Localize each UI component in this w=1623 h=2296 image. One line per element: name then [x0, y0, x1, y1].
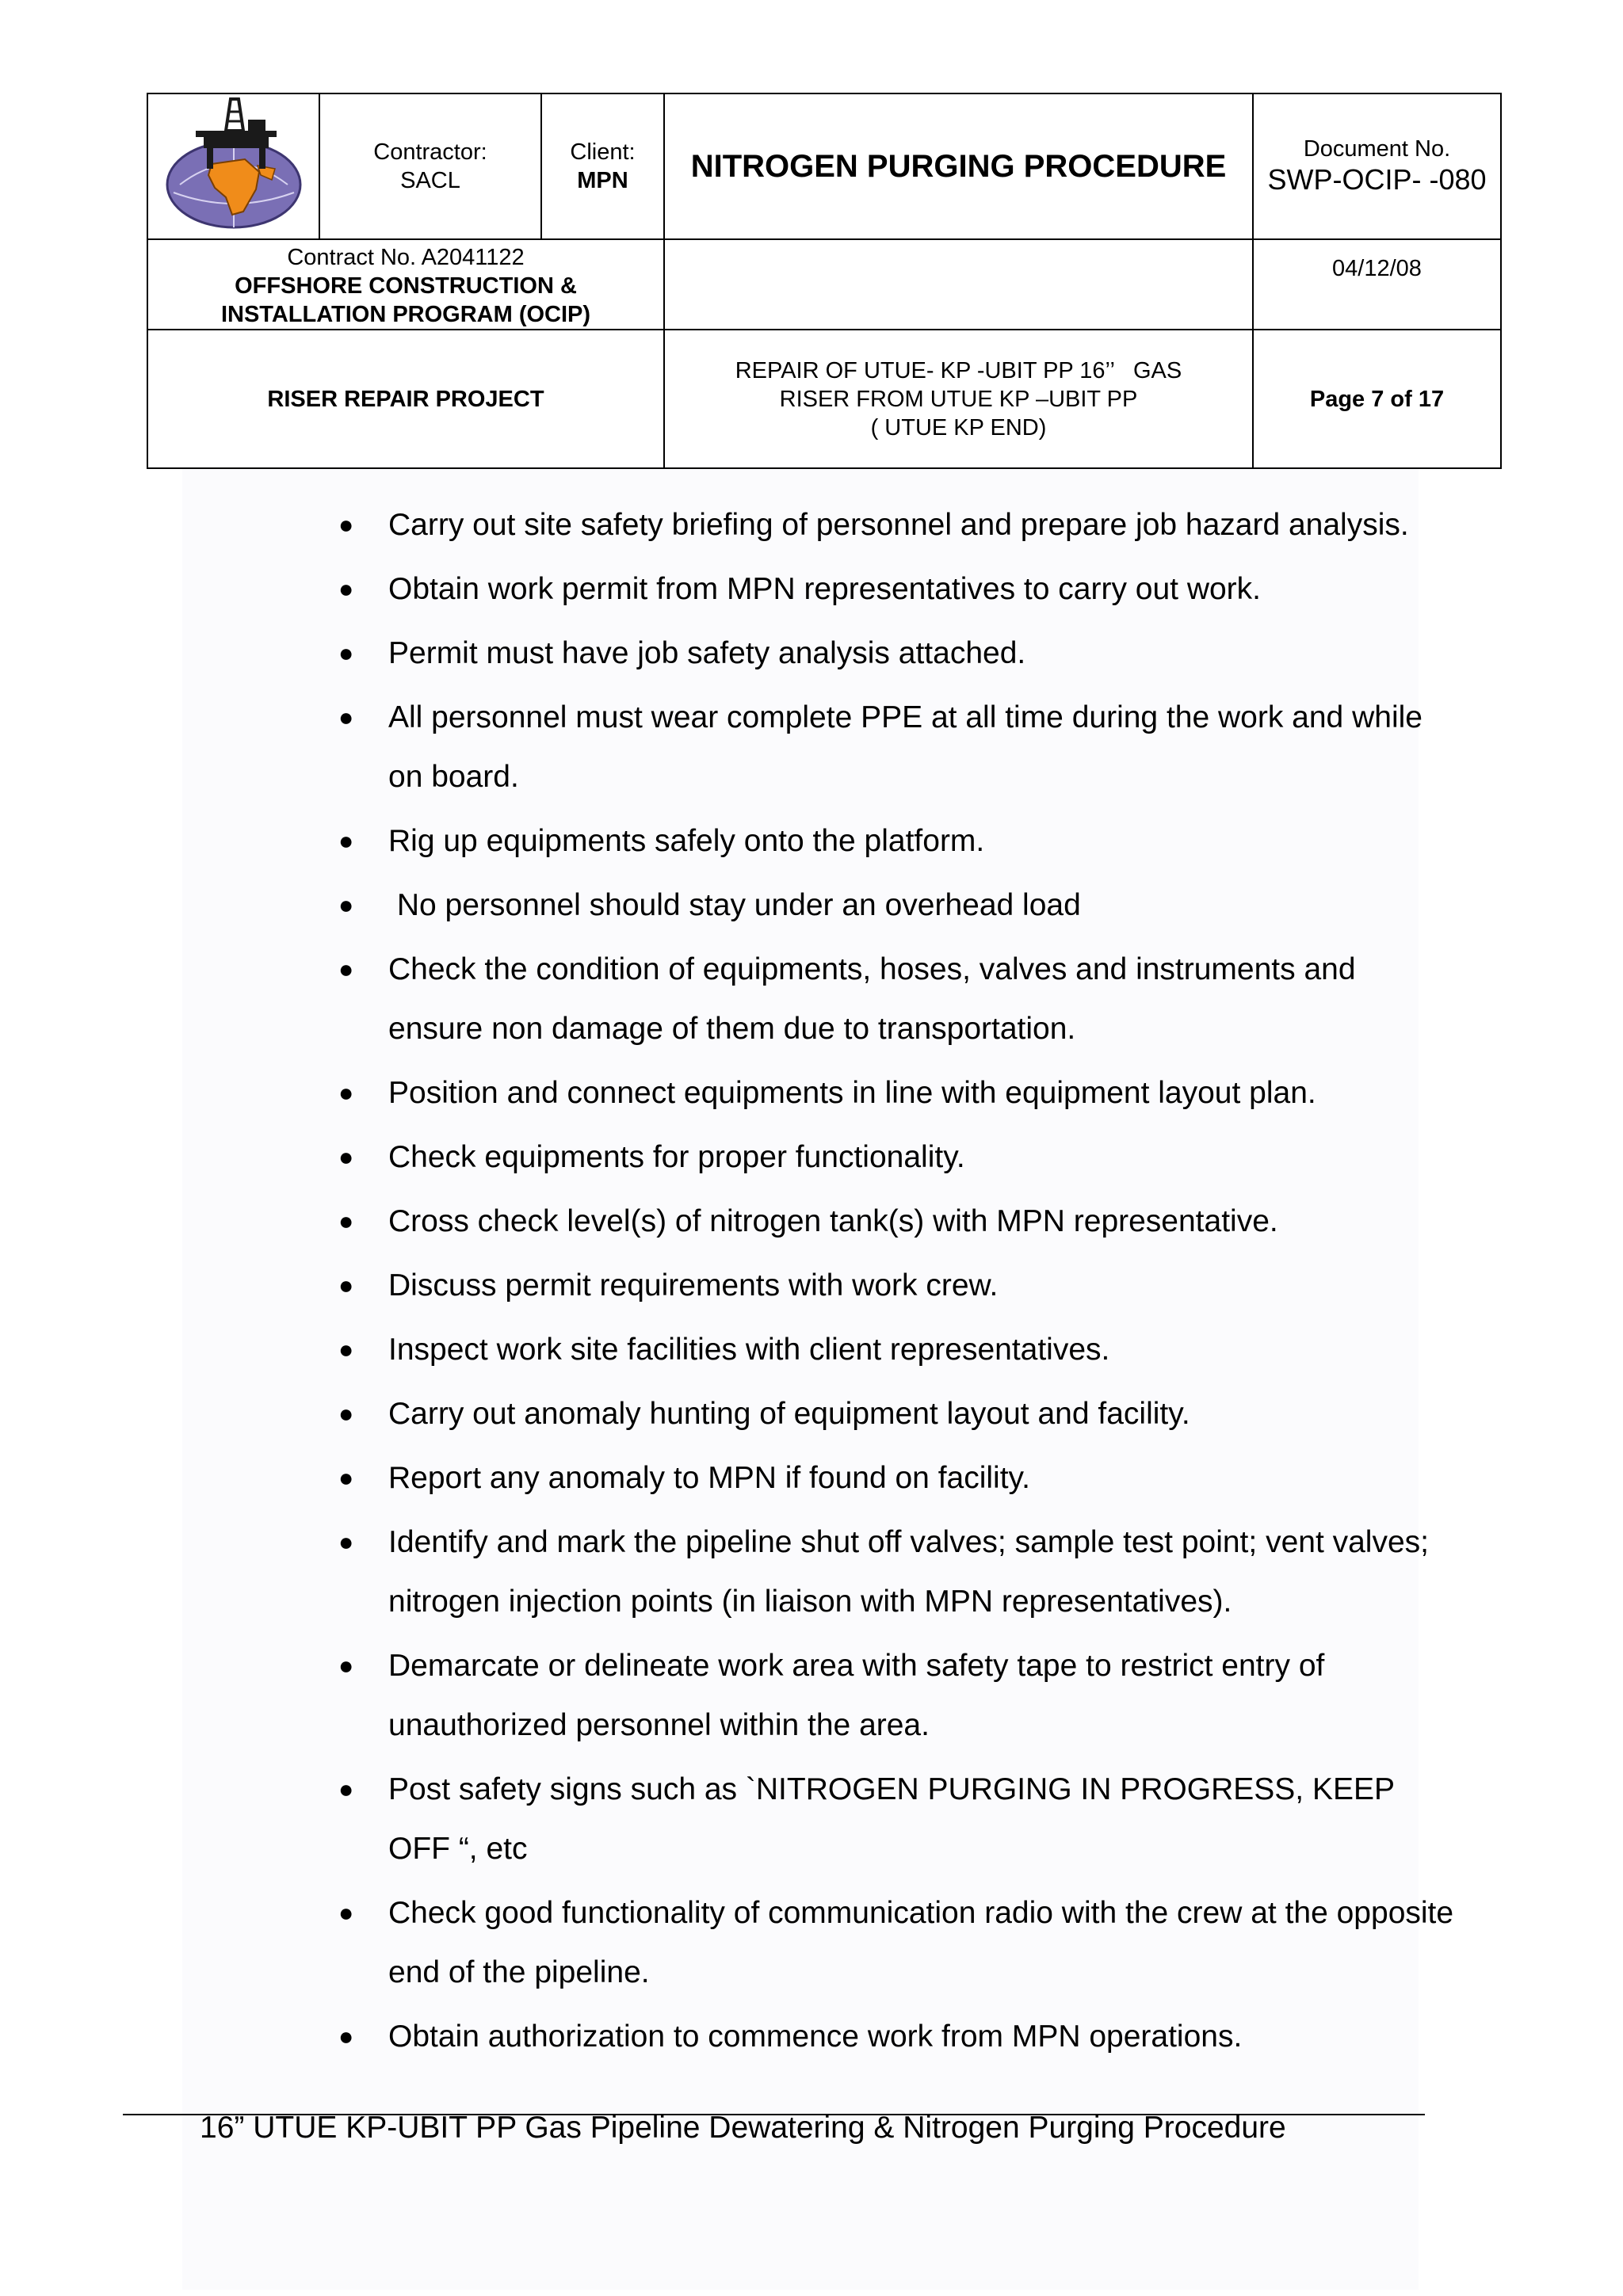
step-text: Inspect work site facilities with client representatives.	[388, 1333, 1110, 1367]
contractor-label: Contractor:	[373, 139, 487, 165]
step-text: Report any anomaly to MPN if found on facility.	[388, 1461, 1030, 1495]
contract-number: Contract No. A2041122	[287, 245, 525, 270]
step-text: Check the condition of equipments, hoses, valves and instruments and ensure non damage of them due to transportation.	[388, 952, 1356, 1046]
document-number-label: Document No.	[1303, 136, 1451, 162]
list-item	[333, 1192, 1458, 1251]
step-text: Check equipments for proper functionality.	[388, 1140, 965, 1174]
program-name-line1: OFFSHORE CONSTRUCTION &	[235, 273, 577, 299]
bullet-icon: ●	[338, 639, 354, 667]
bullet-icon: ●	[338, 1463, 354, 1492]
procedure-steps-list	[333, 495, 1458, 2071]
bullet-icon: ●	[338, 891, 354, 919]
project-cell	[147, 330, 664, 468]
contract-cell	[147, 239, 664, 330]
list-item	[333, 624, 1458, 683]
bullet-icon: ●	[338, 1078, 354, 1107]
project-name: RISER REPAIR PROJECT	[267, 386, 544, 412]
list-item	[333, 1256, 1458, 1315]
footer-text: 16” UTUE KP-UBIT PP Gas Pipeline Dewatering & Nitrogen Purging Procedure	[200, 2111, 1286, 2145]
list-item	[333, 1512, 1458, 1631]
list-item	[333, 495, 1458, 555]
document-number-cell	[1253, 93, 1501, 239]
bullet-icon: ●	[338, 1399, 354, 1428]
program-name-line2: INSTALLATION PROGRAM (OCIP)	[220, 302, 591, 327]
client-cell	[541, 93, 664, 239]
step-text: Demarcate or delineate work area with safety tape to restrict entry of unauthorized personnel within the area.	[388, 1649, 1325, 1742]
step-text: Obtain authorization to commence work from MPN operations.	[388, 2019, 1243, 2054]
client-label: Client:	[570, 139, 636, 165]
list-item	[333, 811, 1458, 871]
step-text: Permit must have job safety analysis attached.	[388, 636, 1026, 670]
logo-cell	[147, 93, 319, 239]
description-cell	[664, 330, 1253, 468]
list-item	[333, 1448, 1458, 1508]
bullet-icon: ●	[338, 955, 354, 983]
bullet-icon: ●	[338, 826, 354, 855]
list-item	[333, 559, 1458, 619]
contractor-cell	[319, 93, 541, 239]
bullet-icon: ●	[338, 1142, 354, 1171]
bullet-icon: ●	[338, 1775, 354, 1803]
step-text: Cross check level(s) of nitrogen tank(s) with MPN representative.	[388, 1204, 1278, 1238]
step-text: All personnel must wear complete PPE at all time during the work and while on board.	[388, 700, 1423, 794]
bullet-icon: ●	[338, 2022, 354, 2050]
empty-cell	[664, 239, 1253, 330]
bullet-icon: ●	[338, 703, 354, 731]
document-title: NITROGEN PURGING PROCEDURE	[690, 149, 1227, 184]
list-item	[333, 1636, 1458, 1755]
date-cell	[1253, 239, 1501, 330]
step-text: Check good functionality of communication radio with the crew at the opposite end of the pipeline.	[388, 1896, 1454, 1989]
bullet-icon: ●	[338, 1898, 354, 1927]
client-value: MPN	[577, 168, 628, 193]
document-header-table	[147, 93, 1502, 469]
list-item	[333, 1063, 1458, 1123]
step-text: Identify and mark the pipeline shut off valves; sample test point; vent valves; nitrogen injection points (in liaison with MPN representatives).	[388, 1525, 1429, 1619]
step-text: No personnel should stay under an overhead load	[388, 888, 1081, 922]
list-item	[333, 1320, 1458, 1379]
bullet-icon: ●	[338, 1651, 354, 1680]
step-text: Rig up equipments safely onto the platform.	[388, 824, 985, 858]
page-number-cell	[1253, 330, 1501, 468]
list-item	[333, 875, 1458, 935]
list-item	[333, 1127, 1458, 1187]
bullet-icon: ●	[338, 1271, 354, 1299]
document-date: 04/12/08	[1332, 256, 1422, 281]
bullet-icon: ●	[338, 1527, 354, 1556]
step-text: Carry out anomaly hunting of equipment layout and facility.	[388, 1397, 1190, 1431]
description-line3: ( UTUE KP END)	[870, 414, 1047, 441]
step-text: Obtain work permit from MPN representatives to carry out work.	[388, 572, 1262, 606]
bullet-icon: ●	[338, 574, 354, 603]
step-text: Discuss permit requirements with work crew.	[388, 1268, 999, 1302]
document-number-value: SWP-OCIP- -080	[1267, 163, 1487, 196]
list-item	[333, 940, 1458, 1058]
page-number: Page 7 of 17	[1309, 386, 1445, 412]
list-item	[333, 2007, 1458, 2066]
list-item	[333, 1883, 1458, 2002]
list-item	[333, 1384, 1458, 1444]
bullet-icon: ●	[338, 1207, 354, 1235]
company-logo	[156, 96, 311, 231]
step-text: Carry out site safety briefing of personnel and prepare job hazard analysis.	[388, 508, 1409, 542]
list-item	[333, 688, 1458, 807]
step-text: Position and connect equipments in line with equipment layout plan.	[388, 1076, 1316, 1110]
contractor-value: SACL	[400, 168, 460, 193]
document-title-cell	[664, 93, 1253, 239]
list-item	[333, 1760, 1458, 1878]
description-line1: REPAIR OF UTUE- KP -UBIT PP 16’’ GAS	[735, 357, 1182, 383]
bullet-icon: ●	[338, 1335, 354, 1363]
bullet-icon: ●	[338, 510, 354, 539]
description-line2: RISER FROM UTUE KP –UBIT PP	[779, 386, 1138, 412]
step-text: Post safety signs such as `NITROGEN PURGING IN PROGRESS, KEEP OFF “, etc	[388, 1772, 1395, 1866]
